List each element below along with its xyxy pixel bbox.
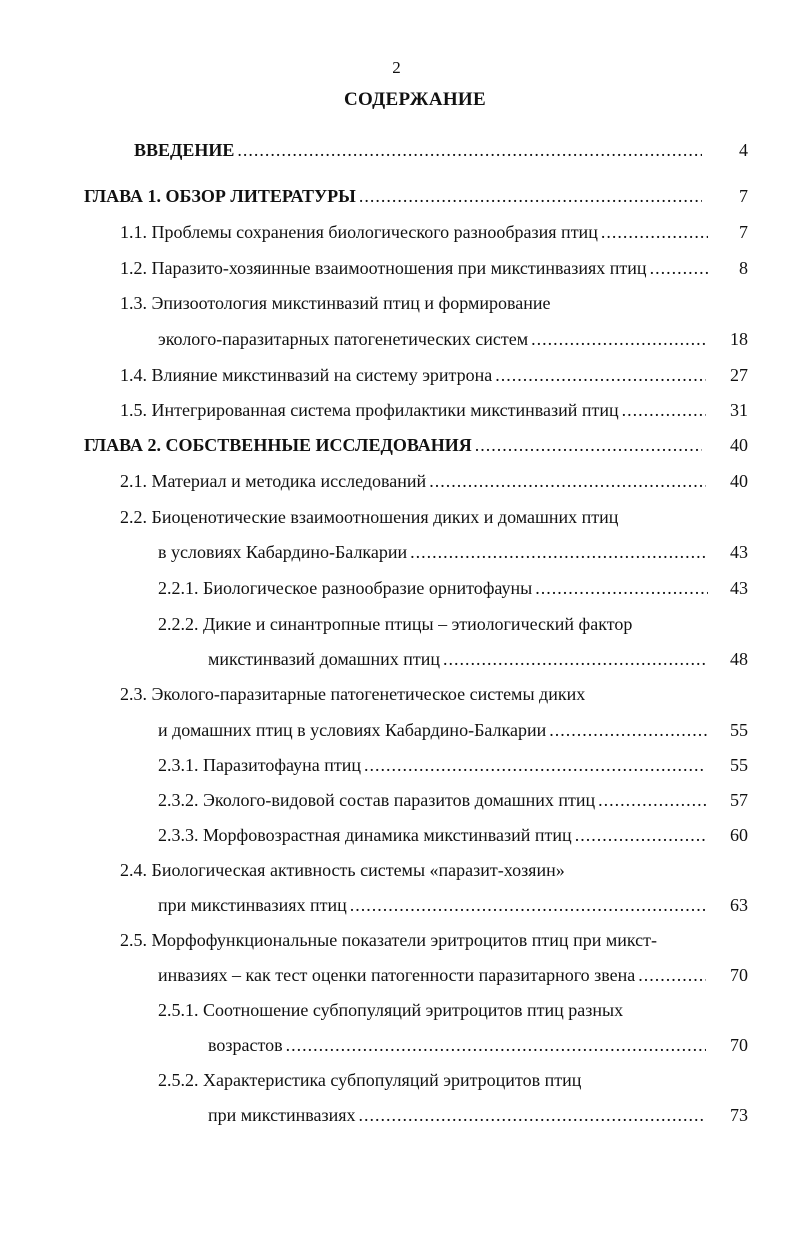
toc-page-number: 7 [739, 222, 748, 242]
toc-label: 2.3.3. Морфовозрастная динамика микстинвазий птиц [158, 825, 572, 845]
toc-entry-introduction[interactable] [134, 138, 702, 162]
toc-leader-dots [410, 540, 706, 564]
toc-label: 1.5. Интегрированная система профилактики микстинвазий птиц [120, 400, 619, 420]
toc-entry-2-3[interactable] [158, 718, 708, 742]
toc-entry-2-2-line1[interactable]: 2.2. Биоценотические взаимоотношения диких и домашних птиц [120, 507, 619, 527]
toc-leader-dots [531, 327, 706, 351]
toc-page-number: 7 [739, 186, 748, 206]
toc-label: эколого-паразитарных патогенетических систем [158, 329, 529, 349]
toc-entry-1-3[interactable] [158, 327, 706, 351]
toc-leader-dots [237, 138, 702, 162]
toc-entry-2-5-2-line1[interactable]: 2.5.2. Характеристика субпопуляций эритроцитов птиц [158, 1070, 582, 1090]
toc-entry-2-3-2[interactable] [158, 788, 706, 812]
toc-entry-2-3-line1[interactable]: 2.3. Эколого-паразитарные патогенетическое системы диких [120, 684, 586, 704]
toc-entry-2-5-1-line1[interactable]: 2.5.1. Соотношение субпопуляций эритроцитов птиц разных [158, 1000, 624, 1020]
toc-label: в условиях Кабардино-Балкарии [158, 542, 408, 562]
toc-label: при микстинвазиях [208, 1105, 356, 1125]
toc-entry-2-2-2-line1[interactable]: 2.2.2. Дикие и синантропные птицы – этиологический фактор [158, 614, 633, 634]
toc-entry-2-4[interactable] [158, 893, 706, 917]
toc-entry-1-1[interactable] [120, 220, 708, 244]
toc-label: ВВЕДЕНИЕ [134, 140, 235, 160]
toc-page-number: 43 [730, 542, 748, 562]
toc-entry-2-3-3[interactable] [158, 823, 708, 847]
page-number: 2 [392, 58, 401, 77]
toc-entry-2-5-2[interactable] [208, 1103, 706, 1127]
toc-entry-2-2-1[interactable] [158, 576, 708, 600]
toc-label: возрастов [208, 1035, 283, 1055]
toc-label: микстинвазий домашних птиц [208, 649, 441, 669]
toc-entry-1-2[interactable] [120, 256, 708, 280]
toc-page-number: 63 [730, 895, 748, 915]
toc-page-number: 18 [730, 329, 748, 349]
toc-leader-dots [286, 1033, 706, 1057]
toc-entry-1-5[interactable] [120, 398, 706, 422]
toc-entry-2-2-2[interactable] [208, 647, 706, 671]
toc-label: при микстинвазиях птиц [158, 895, 347, 915]
toc-leader-dots [443, 647, 706, 671]
toc-leader-dots [535, 576, 708, 600]
toc-entry-2-5-line1[interactable]: 2.5. Морфофункциональные показатели эритроцитов птиц при микст- [120, 930, 658, 950]
toc-label: 1.2. Паразито-хозяинные взаимоотношения при микстинвазиях птиц [120, 258, 647, 278]
toc-page-number: 60 [730, 825, 748, 845]
toc-leader-dots [495, 363, 706, 387]
toc-entry-2-4-line1[interactable]: 2.4. Биологическая активность системы «паразит-хозяин» [120, 860, 565, 880]
toc-page-number: 73 [730, 1105, 748, 1125]
toc-entry-2-5-1[interactable] [208, 1033, 706, 1057]
toc-label: 2.2.1. Биологическое разнообразие орнитофауны [158, 578, 533, 598]
toc-page-number: 48 [730, 649, 748, 669]
toc-leader-dots [359, 184, 702, 208]
toc-label: 1.4. Влияние микстинвазий на систему эритрона [120, 365, 493, 385]
toc-leader-dots [364, 753, 706, 777]
toc-entry-1-4[interactable] [120, 363, 706, 387]
toc-entry-2-2[interactable] [158, 540, 706, 564]
toc-page-number: 40 [730, 471, 748, 491]
toc-entry-2-1[interactable] [120, 469, 706, 493]
toc-page-number: 55 [730, 720, 748, 740]
toc-page-number: 70 [730, 1035, 748, 1055]
toc-entry-2-5[interactable] [158, 963, 706, 987]
toc-page-number: 43 [730, 578, 748, 598]
toc-leader-dots [429, 469, 706, 493]
toc-leader-dots [358, 1103, 706, 1127]
toc-label: 2.3.1. Паразитофауна птиц [158, 755, 361, 775]
toc-page-number: 40 [730, 435, 748, 455]
toc-label: и домашних птиц в условиях Кабардино-Балкарии [158, 720, 547, 740]
toc-entry-2-3-1[interactable] [158, 753, 706, 777]
toc-page-number: 4 [739, 140, 748, 160]
toc-label: 2.1. Материал и методика исследований [120, 471, 427, 491]
toc-page-number: 55 [730, 755, 748, 775]
toc-entry-1-3-line1[interactable]: 1.3. Эпизоотология микстинвазий птиц и формирование [120, 293, 551, 313]
page-title: СОДЕРЖАНИЕ [344, 89, 486, 110]
toc-page-number: 57 [730, 790, 748, 810]
toc-entry-chapter-2[interactable] [84, 433, 702, 457]
toc-label: 2.3.2. Эколого-видовой состав паразитов домашних птиц [158, 790, 596, 810]
toc-leader-dots [350, 893, 706, 917]
toc-page-number: 8 [739, 258, 748, 278]
toc-entry-chapter-1[interactable] [84, 184, 702, 208]
toc-label: ГЛАВА 1. ОБЗОР ЛИТЕРАТУРЫ [84, 186, 356, 206]
toc-leader-dots [549, 718, 708, 742]
toc-label: 1.1. Проблемы сохранения биологического разнообразия птиц [120, 222, 598, 242]
toc-leader-dots [475, 433, 702, 457]
toc-page-number: 31 [730, 400, 748, 420]
toc-label: инвазиях – как тест оценки патогенности паразитарного звена [158, 965, 636, 985]
toc-page-number: 27 [730, 365, 748, 385]
toc-label: ГЛАВА 2. СОБСТВЕННЫЕ ИССЛЕДОВАНИЯ [84, 435, 472, 455]
toc-page-number: 70 [730, 965, 748, 985]
